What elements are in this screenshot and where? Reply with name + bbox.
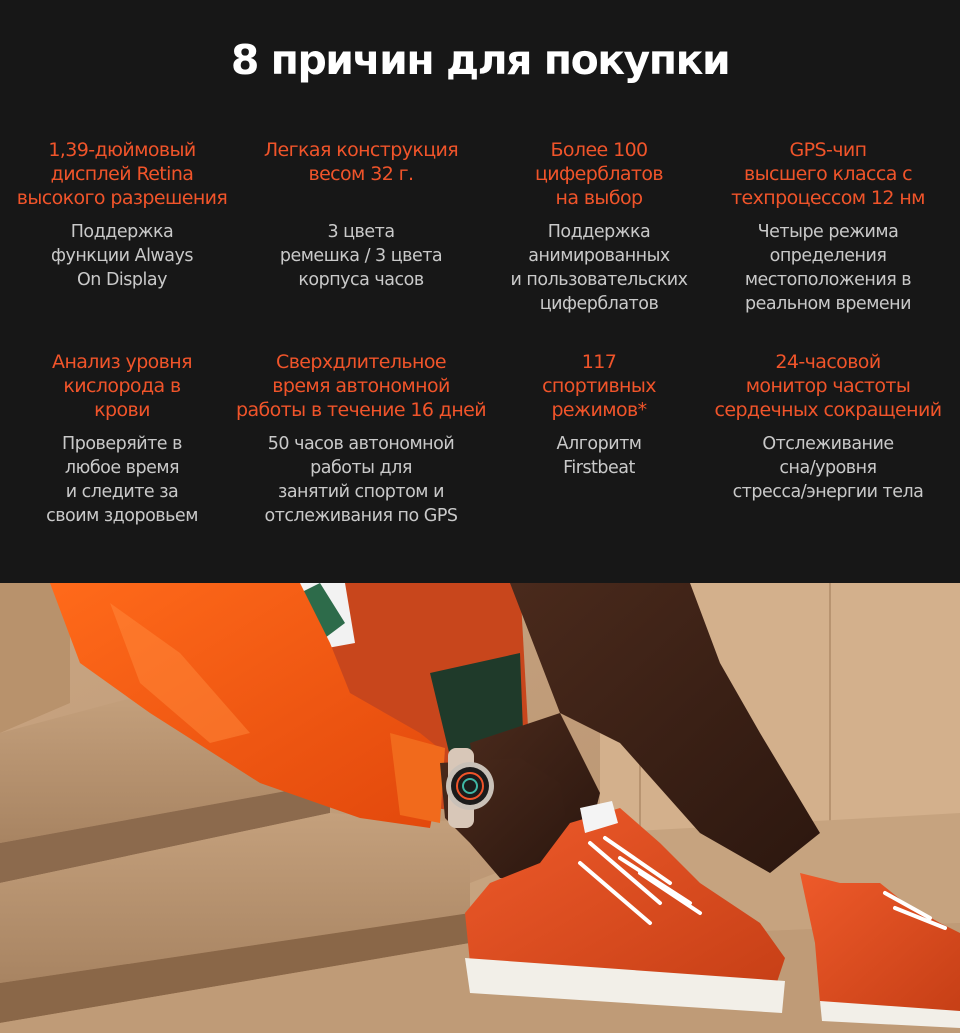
lifestyle-photo <box>0 583 960 1033</box>
feature-gps <box>708 138 948 316</box>
feature-heading: 117 спортивных режимов* <box>542 351 656 421</box>
feature-description: Алгоритм Firstbeat <box>556 434 642 478</box>
feature-heading: 1,39-дюймовый дисплей Retina высокого разрешения <box>16 139 228 209</box>
feature-heading: Легкая конструкция весом 32 г. <box>263 139 459 185</box>
feature-description: Поддержка анимированных и пользовательских циферблатов <box>510 222 688 314</box>
feature-watchfaces <box>479 138 719 316</box>
feature-heart-rate <box>703 350 953 504</box>
feature-description: Четыре режима определения местоположения в реальном времени <box>744 222 912 314</box>
feature-description: 3 цвета ремешка / 3 цвета корпуса часов <box>279 222 443 290</box>
feature-heading: Сверхдлительное время автономной работы в течение 16 дней <box>236 351 486 421</box>
feature-description: Проверяйте в любое время и следите за своим здоровьем <box>46 434 198 526</box>
feature-heading: Анализ уровня кислорода в крови <box>52 351 192 421</box>
page-title: 8 причин для покупки <box>230 36 730 84</box>
feature-description: 50 часов автономной работы для занятий спортом и отслеживания по GPS <box>264 434 458 526</box>
feature-display <box>2 138 242 292</box>
feature-weight <box>241 138 481 292</box>
feature-sports-modes <box>479 350 719 480</box>
feature-description: Отслеживание сна/уровня стресса/энергии тела <box>732 434 924 502</box>
feature-description: Поддержка функции Always On Display <box>51 222 193 290</box>
feature-heading: 24-часовой монитор частоты сердечных сокращений <box>714 351 942 421</box>
feature-heading: GPS-чип высшего класса с техпроцессом 12 нм <box>731 139 925 209</box>
feature-battery <box>231 350 491 528</box>
feature-spo2 <box>2 350 242 528</box>
feature-heading: Более 100 циферблатов на выбор <box>534 139 664 209</box>
sneaker-watch-illustration <box>0 583 960 1033</box>
